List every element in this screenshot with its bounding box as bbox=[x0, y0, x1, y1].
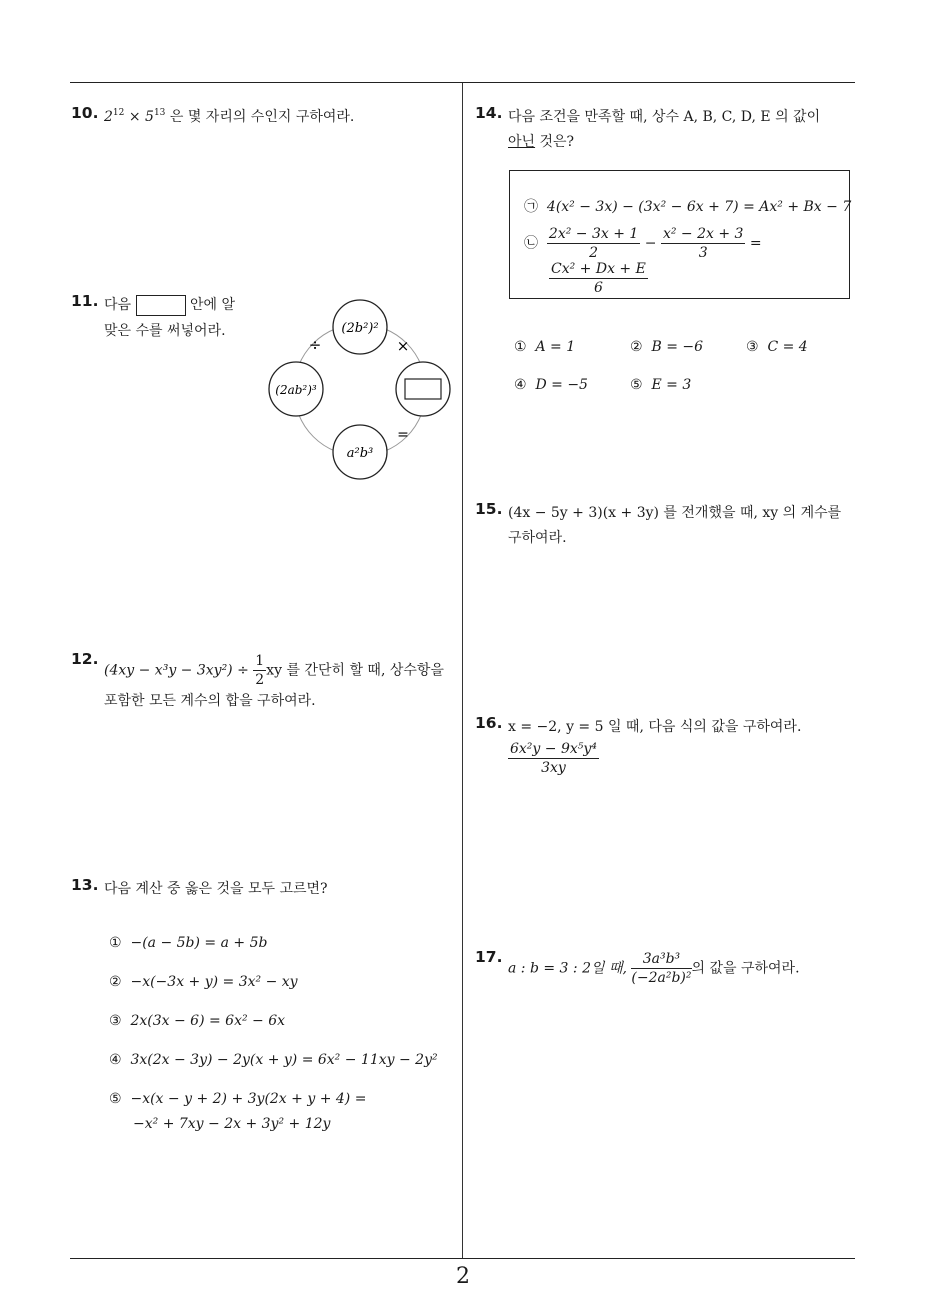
q14-option-3: ③ C = 4 bbox=[746, 339, 808, 355]
q11-times-op: × bbox=[396, 337, 410, 355]
q11-left-expr: (2ab²)³ bbox=[275, 383, 317, 397]
q11-number: 11. bbox=[71, 292, 99, 310]
q10-text: $2^{12} \times 5^{13}$ 은 몇 자리의 수인지 구하여라. bbox=[104, 108, 355, 125]
q17-number: 17. bbox=[475, 948, 503, 966]
q13-option-5-cont: −x² + 7xy − 2x + 3y² + 12y bbox=[133, 1116, 331, 1132]
page-number: 2 bbox=[456, 1264, 470, 1289]
q14-option-5: ⑤ E = 3 bbox=[630, 377, 692, 393]
q17-text: a : b = 3 : 2일 때, $\frac{\text{3a³b³}}{\text{(−2a²b)²}}$ 의 값을 구하여라. bbox=[508, 951, 800, 986]
q14-frac-1: $\frac{\text{2x² − 3x + 1}}{2}$ bbox=[548, 226, 639, 261]
q10-number: 10. bbox=[71, 104, 99, 122]
q11-diagram bbox=[265, 295, 455, 485]
q13-number: 13. bbox=[71, 876, 99, 894]
q14-line2: 아닌 것은? bbox=[508, 134, 575, 150]
q11-line2: 맞은 수를 써넣어라. bbox=[104, 323, 226, 339]
q14-line1: 다음 조건을 만족할 때, 상수 A, B, C, D, E 의 값이 bbox=[508, 109, 821, 125]
q16-number: 16. bbox=[475, 714, 503, 732]
q14-condition-2: ㉡ $\frac{\text{2x² − 3x + 1}}{2}$ − $\frac{\text{x² − 2x + 3}}{3}$ = bbox=[524, 226, 762, 261]
q13-option-5: ⑤ −x(x − y + 2) + 3y(2x + y + 4) = bbox=[109, 1091, 367, 1107]
q16-line1: x = −2, y = 5 일 때, 다음 식의 값을 구하여라. bbox=[508, 719, 802, 735]
q14-condition-1: ㉠ 4(x² − 3x) − (3x² − 6x + 7) = Ax² + Bx − 7 bbox=[524, 199, 852, 215]
q11-top-expr: (2b²)² bbox=[341, 321, 379, 336]
q16-expression bbox=[508, 740, 599, 777]
q15-line1: (4x − 5y + 3)(x + 3y) 를 전개했을 때, xy 의 계수를 bbox=[508, 505, 842, 521]
q14-frac-2: $\frac{\text{x² − 2x + 3}}{3}$ bbox=[662, 226, 744, 261]
q15-line2: 구하여라. bbox=[508, 530, 567, 546]
q12-line2: 포함한 모든 계수의 합을 구하여라. bbox=[104, 693, 316, 709]
q13-option-1: ① −(a − 5b) = a + 5b bbox=[109, 935, 268, 951]
q14-option-1: ① A = 1 bbox=[514, 339, 576, 355]
q14-frac-3: $\frac{\text{Cx² + Dx + E}}{6}$ bbox=[551, 261, 646, 296]
q14-option-4: ④ D = −5 bbox=[514, 377, 588, 393]
q15-number: 15. bbox=[475, 500, 503, 518]
q14-number: 14. bbox=[475, 104, 503, 122]
q11-line1: 다음 안에 알 bbox=[104, 294, 235, 316]
q14-condition-2-rhs bbox=[549, 260, 648, 297]
q16-fraction: $\frac{\text{6x²y − 9x⁵y⁴}}{3xy}$ bbox=[510, 741, 597, 776]
column-divider bbox=[462, 83, 463, 1258]
q13-option-4: ④ 3x(2x − 3y) − 2y(x + y) = 6x² − 11xy − 2y² bbox=[109, 1052, 438, 1068]
q12-line1: (4xy − x³y − 3xy²) ÷ $\frac{1}{2}$ xy 를 간단히 할 때, 상수항을 bbox=[104, 653, 444, 688]
q13-option-2: ② −x(−3x + y) = 3x² − xy bbox=[109, 974, 298, 990]
q14-option-2: ② B = −6 bbox=[630, 339, 704, 355]
q11-equals-op: = bbox=[397, 427, 409, 443]
q17-fraction: $\frac{\text{3a³b³}}{\text{(−2a²b)²}}$ bbox=[631, 951, 692, 986]
q11-bottom-expr: a²b³ bbox=[346, 446, 374, 461]
q12-fraction: $\frac{1}{2}$ bbox=[255, 653, 265, 688]
q11-answer-box bbox=[405, 379, 441, 399]
q13-text: 다음 계산 중 옳은 것을 모두 고르면? bbox=[104, 881, 328, 897]
q13-option-3: ③ 2x(3x − 6) = 6x² − 6x bbox=[109, 1013, 286, 1029]
q11-divide-op: ÷ bbox=[308, 336, 322, 354]
bottom-rule bbox=[70, 1258, 855, 1259]
q12-number: 12. bbox=[71, 650, 99, 668]
q11-answer-blank bbox=[136, 295, 186, 316]
